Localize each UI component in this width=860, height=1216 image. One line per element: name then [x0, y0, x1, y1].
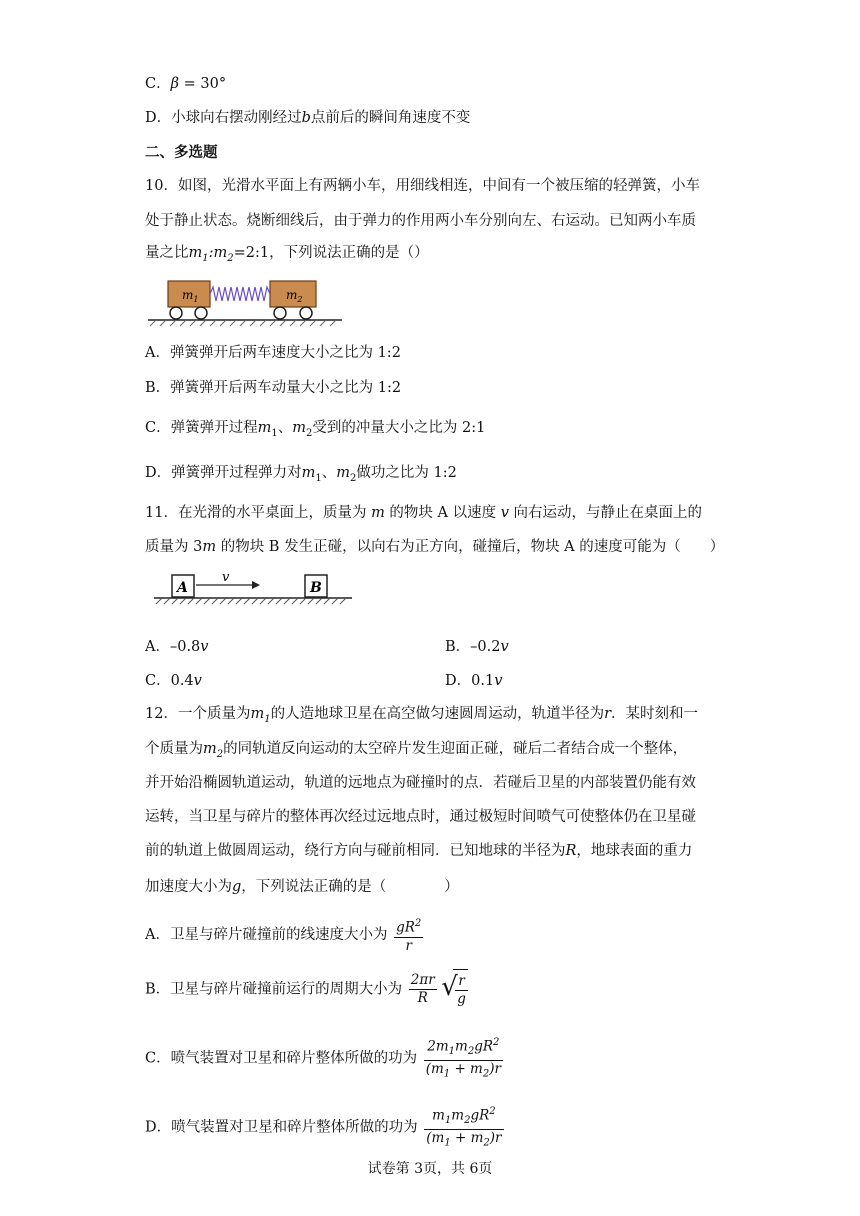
cart-2-wheel-left — [274, 307, 286, 319]
q11-option-b[interactable]: B．–0.2v — [445, 639, 509, 655]
q11-stem-line2: 质量为 3m 的物块 B 发生正碰，以向右为正方向，碰撞后，物块 A 的速度可能为（ ） — [145, 539, 725, 555]
two-carts-spring-figure — [146, 275, 346, 330]
cart-2-label: $m_2$ — [286, 288, 303, 304]
page-footer: 试卷第 3页，共 6页 — [367, 1161, 493, 1177]
q10-option-d[interactable]: D．弹簧弹开过程弹力对$m_1$、$m_2$做功之比为 1:2 — [145, 465, 457, 484]
q11-stem-line1: 11．在光滑的水平桌面上，质量为 m 的物块 A 以速度 v 向右运动，与静止在桌面上的 — [145, 505, 703, 521]
ground-hatching — [150, 320, 336, 326]
q12-option-a[interactable]: A．卫星与碎片碰撞前的线速度大小为 $\frac{gR^2}{r}$ — [145, 915, 423, 955]
q12-stem-line6: 加速度大小为g，下列说法正确的是（ ） — [145, 879, 459, 895]
q12-stem-line3: 并开始沿椭圆轨道运动，轨道的远地点为碰撞时的点．若碰后卫星的内部装置仍能有效 — [145, 775, 696, 791]
cart-2-wheel-right — [300, 307, 312, 319]
q12-stem-line5: 前的轨道上做圆周运动，绕行方向与碰前相同．已知地球的半径为R，地球表面的重力 — [145, 843, 693, 859]
q11-option-a[interactable]: A．–0.8v — [145, 639, 209, 655]
q9-option-c[interactable]: C．β = 30° — [145, 76, 227, 92]
q12-stem-line4: 运转，当卫星与碎片的整体再次经过远地点时，通过极短时间喷气可使整体仍在卫星碰 — [145, 809, 696, 825]
cart-1-wheel-left — [170, 307, 182, 319]
q10-option-a[interactable]: A．弹簧弹开后两车速度大小之比为 1:2 — [145, 345, 401, 361]
section-title: 二、多选题 — [145, 144, 218, 161]
q10-stem-line3: 量之比$m_1:m_2=2:1$，下列说法正确的是（） — [145, 245, 429, 264]
q10-stem-line2: 处于静止状态。烧断细线后，由于弹力的作用两小车分别向左、右运动。已知两小车质 — [145, 213, 696, 229]
q12-b-formula-fraction: $\frac{2\pi r}{R}$ — [410, 972, 435, 1006]
q10-stem-line1: 10．如图，光滑水平面上有两辆小车，用细线相连，中间有一个被压缩的轻弹簧，小车 — [145, 178, 700, 194]
q12-option-c[interactable]: C．喷气装置对卫星和碎片整体所做的功为 $\frac{2m_1m_2gR^2}{(m_1 + m_2)r}$ — [145, 1034, 503, 1083]
velocity-label: v — [222, 571, 230, 585]
q12-option-d[interactable]: D．喷气装置对卫星和碎片整体所做的功为 $\frac{m_1m_2gR^2}{(m_1 + m_2)r}$ — [145, 1103, 504, 1152]
q10-option-c[interactable]: C．弹簧弹开过程$m_1$、$m_2$受到的冲量大小之比为 2:1 — [145, 420, 486, 439]
cart-1-label: $m_1$ — [182, 288, 199, 304]
q12-b-formula-radical: √ $\frac{r}{g}$ — [441, 969, 468, 1010]
blocks-collision-figure — [152, 571, 357, 607]
table-hatching — [156, 598, 346, 604]
q10-option-b[interactable]: B．弹簧弹开后两车动量大小之比为 1:2 — [145, 380, 402, 396]
velocity-arrow-head — [252, 581, 260, 589]
compressed-spring — [210, 287, 270, 301]
q12-stem-line2: 个质量为$m_2$的同轨道反向运动的太空碎片发生迎面正碰，碰后二者结合成一个整体， — [145, 741, 688, 760]
block-b-label: B — [310, 580, 322, 596]
block-a-label: A — [177, 580, 188, 596]
q12-d-formula: $\frac{m_1m_2gR^2}{(m_1 + m_2)r}$ — [424, 1103, 503, 1152]
q12-a-formula: $\frac{gR^2}{r}$ — [394, 915, 423, 955]
q12-stem-line1: 12．一个质量为$m_1$的人造地球卫星在高空做匀速圆周运动，轨道半径为r．某时刻和一 — [145, 706, 699, 725]
q11-option-d[interactable]: D．0.1v — [445, 673, 503, 689]
q11-option-c[interactable]: C．0.4v — [145, 673, 202, 689]
q9-option-d[interactable]: D．小球向右摆动刚经过b点前后的瞬间角速度不变 — [145, 110, 471, 126]
cart-1-wheel-right — [195, 307, 207, 319]
q12-option-b[interactable]: B．卫星与碎片碰撞前运行的周期大小为 $\frac{2\pi r}{R}$ √ $\frac{r}{g}$ — [145, 969, 468, 1010]
q12-c-formula: $\frac{2m_1m_2gR^2}{(m_1 + m_2)r}$ — [424, 1034, 503, 1083]
